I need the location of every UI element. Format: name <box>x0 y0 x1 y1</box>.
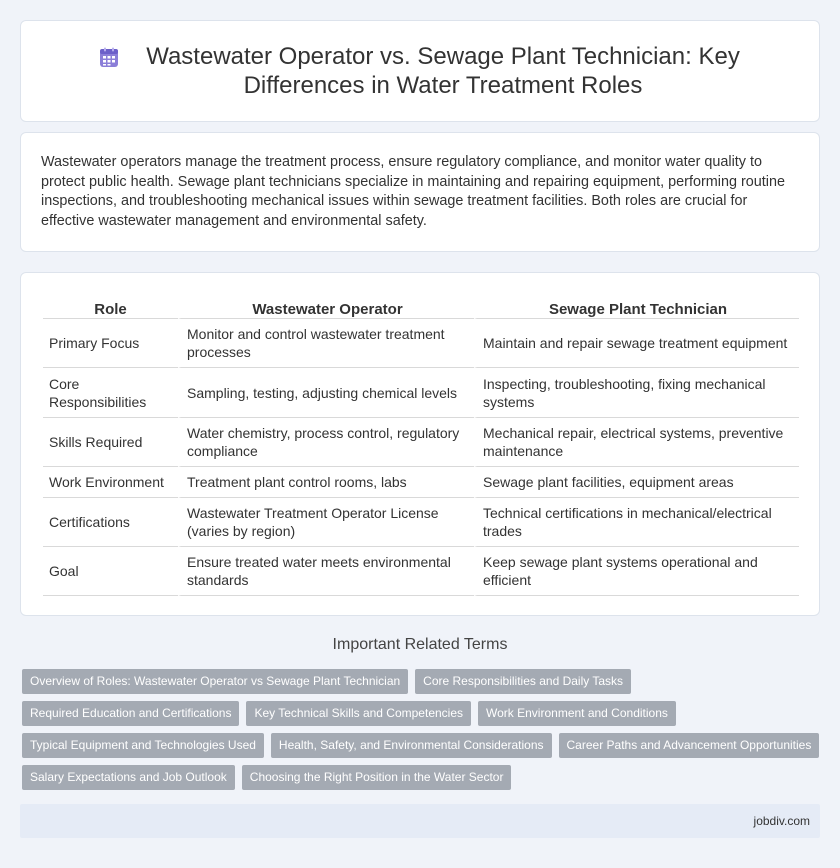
intro-card <box>20 132 820 252</box>
row-label: Primary Focus <box>43 319 178 368</box>
column-header-sewage-plant-technician: Sewage Plant Technician <box>474 293 799 319</box>
row-label: Skills Required <box>43 418 178 467</box>
technician-cell: Keep sewage plant systems operational and efficient <box>474 547 799 596</box>
operator-cell: Treatment plant control rooms, labs <box>178 467 474 498</box>
related-terms-heading: Important Related Terms <box>332 636 508 653</box>
intro-paragraph: Wastewater operators manage the treatment process, ensure regulatory compliance, and monitor water quality to protect public health. Sewage plant technicians specialize in maintaining and repairing equipment, performing routine inspections, and troubleshooting mechanical issues within sewage treatment facilities. Both roles are crucial for effective wastewater management and environmental safety. <box>41 154 785 229</box>
tag-row <box>22 733 822 758</box>
related-term-tag[interactable]: Overview of Roles: Wastewater Operator vs Sewage Plant Technician <box>22 669 408 694</box>
table-row <box>43 547 799 596</box>
technician-cell: Sewage plant facilities, equipment areas <box>474 467 799 498</box>
technician-cell: Mechanical repair, electrical systems, preventive maintenance <box>474 418 799 467</box>
related-terms-tags <box>22 669 822 797</box>
footer <box>20 804 820 838</box>
row-label: Goal <box>43 547 178 596</box>
title-wrap <box>97 42 743 100</box>
row-label: Core Responsibilities <box>43 368 178 418</box>
title-card <box>20 20 820 122</box>
table-row <box>43 418 799 467</box>
page-title: Wastewater Operator vs. Sewage Plant Technician: Key Differences in Water Treatment Roles <box>146 43 740 99</box>
comparison-card <box>20 272 820 616</box>
comparison-table <box>43 293 799 596</box>
operator-cell: Monitor and control wastewater treatment processes <box>178 319 474 368</box>
footer-site-link[interactable]: jobdiv.com <box>753 814 810 828</box>
related-term-tag[interactable]: Career Paths and Advancement Opportunities <box>559 733 820 758</box>
related-term-tag[interactable]: Core Responsibilities and Daily Tasks <box>415 669 631 694</box>
related-term-tag[interactable]: Salary Expectations and Job Outlook <box>22 765 235 790</box>
operator-cell: Wastewater Treatment Operator License (varies by region) <box>178 498 474 547</box>
operator-cell: Ensure treated water meets environmental standards <box>178 547 474 596</box>
table-header-row <box>43 293 799 319</box>
technician-cell: Technical certifications in mechanical/electrical trades <box>474 498 799 547</box>
table-row <box>43 319 799 368</box>
related-term-tag[interactable]: Typical Equipment and Technologies Used <box>22 733 264 758</box>
operator-cell: Sampling, testing, adjusting chemical levels <box>178 368 474 418</box>
technician-cell: Maintain and repair sewage treatment equipment <box>474 319 799 368</box>
table-row <box>43 368 799 418</box>
column-header-role: Role <box>43 293 178 319</box>
operator-cell: Water chemistry, process control, regulatory compliance <box>178 418 474 467</box>
related-term-tag[interactable]: Work Environment and Conditions <box>478 701 676 726</box>
related-term-tag[interactable]: Choosing the Right Position in the Water Sector <box>242 765 512 790</box>
row-label: Work Environment <box>43 467 178 498</box>
tag-row <box>22 669 822 694</box>
related-term-tag[interactable]: Key Technical Skills and Competencies <box>246 701 471 726</box>
tag-row <box>22 765 822 790</box>
related-term-tag[interactable]: Health, Safety, and Environmental Considerations <box>271 733 552 758</box>
technician-cell: Inspecting, troubleshooting, fixing mechanical systems <box>474 368 799 418</box>
related-term-tag[interactable]: Required Education and Certifications <box>22 701 239 726</box>
row-label: Certifications <box>43 498 178 547</box>
tag-row <box>22 701 822 726</box>
calendar-icon <box>97 46 121 70</box>
table-row <box>43 467 799 498</box>
table-row <box>43 498 799 547</box>
column-header-wastewater-operator: Wastewater Operator <box>178 293 474 319</box>
